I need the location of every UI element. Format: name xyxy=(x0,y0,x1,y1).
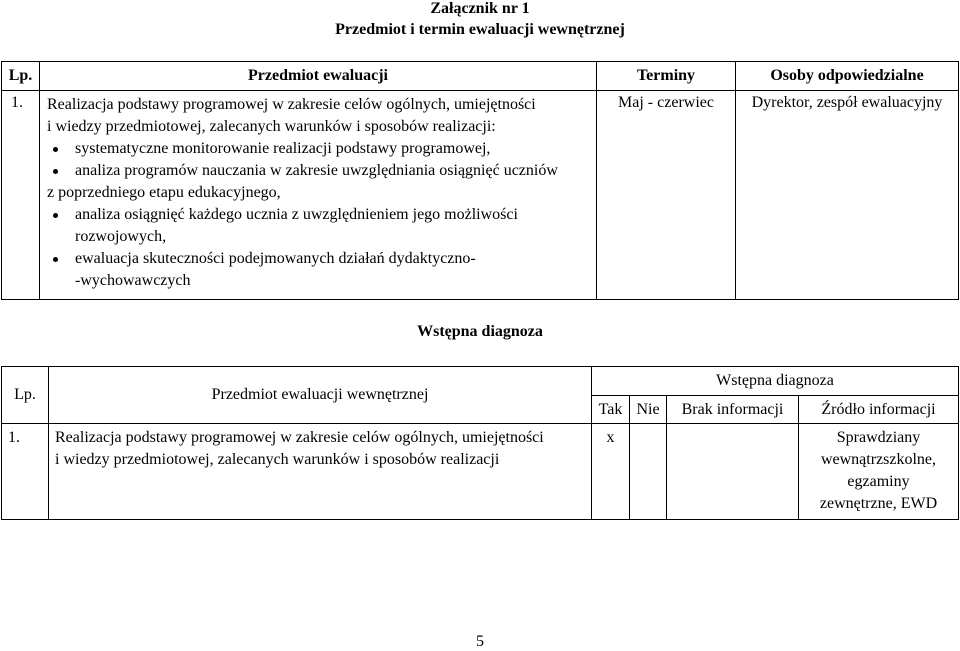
section-title: Wstępna diagnoza xyxy=(417,323,543,340)
source-line: zewnętrzne, EWD xyxy=(819,495,938,512)
bullet-list xyxy=(47,204,592,226)
header-zrodlo: Źródło informacji xyxy=(799,396,959,424)
row-description xyxy=(49,424,592,520)
list-item xyxy=(47,160,592,182)
row-description xyxy=(40,91,597,300)
bullet-list xyxy=(47,138,592,182)
header-terminy: Terminy xyxy=(597,62,736,91)
row-osoby: Dyrektor, zespół ewaluacyjny xyxy=(736,91,959,300)
list-item-text: ewaluacja skuteczności podejmowanych działań dydaktyczno- xyxy=(75,250,476,267)
bullet-list xyxy=(47,248,592,270)
list-item xyxy=(47,204,592,226)
continuation-line: z poprzedniego etapu edukacyjnego, xyxy=(47,184,281,201)
table-header-row xyxy=(2,367,959,396)
intro-line: i wiedzy przedmiotowej, zalecanych warunków i sposobów realizacji: xyxy=(47,118,496,135)
continuation-line: rozwojowych, xyxy=(75,228,167,245)
header-nie: Nie xyxy=(630,396,667,424)
row-tak: x xyxy=(592,424,630,520)
header-group: Wstępna diagnoza xyxy=(592,367,959,396)
list-item xyxy=(47,248,592,270)
page-title: Przedmiot i termin ewaluacji wewnętrznej xyxy=(335,21,625,38)
list-item xyxy=(47,138,592,160)
list-item-text: systematyczne monitorowanie realizacji podstawy programowej, xyxy=(75,140,491,157)
row-lp: 1. xyxy=(2,91,40,300)
header-osoby: Osoby odpowiedzialne xyxy=(736,62,959,91)
row-terminy: Maj - czerwiec xyxy=(597,91,736,300)
intro-line: Realizacja podstawy programowej w zakresie celów ogólnych, umiejętności xyxy=(47,96,536,113)
header-tak: Tak xyxy=(592,396,630,424)
table-row xyxy=(2,424,959,520)
description-line: Realizacja podstawy programowej w zakresie celów ogólnych, umiejętności xyxy=(55,429,544,446)
header-brak: Brak informacji xyxy=(667,396,799,424)
list-item-text: analiza osiągnięć każdego ucznia z uwzględnieniem jego możliwości xyxy=(75,206,518,223)
table-row xyxy=(2,91,959,300)
row-brak xyxy=(667,424,799,520)
header-przedmiot: Przedmiot ewaluacji wewnętrznej xyxy=(49,367,592,424)
row-nie xyxy=(630,424,667,520)
description-line: i wiedzy przedmiotowej, zalecanych warunków i sposobów realizacji xyxy=(55,451,500,468)
source-line: wewnątrzszkolne, xyxy=(820,451,937,468)
source-line: egzaminy xyxy=(847,473,910,490)
page-number: 5 xyxy=(476,633,484,650)
row-zrodlo xyxy=(799,424,959,520)
header-lp: Lp. xyxy=(2,367,49,424)
source-line: Sprawdziany xyxy=(836,429,921,446)
row-lp: 1. xyxy=(2,424,49,520)
header-przedmiot: Przedmiot ewaluacji xyxy=(40,62,597,91)
table-header-row xyxy=(2,62,959,91)
evaluation-table xyxy=(1,61,959,300)
continuation-line: -wychowawczych xyxy=(75,272,191,289)
diagnosis-table xyxy=(1,366,959,520)
list-item-text: analiza programów nauczania w zakresie uwzględniania osiągnięć uczniów xyxy=(75,162,558,179)
annex-label: Załącznik nr 1 xyxy=(430,0,530,17)
header-lp: Lp. xyxy=(2,62,40,91)
